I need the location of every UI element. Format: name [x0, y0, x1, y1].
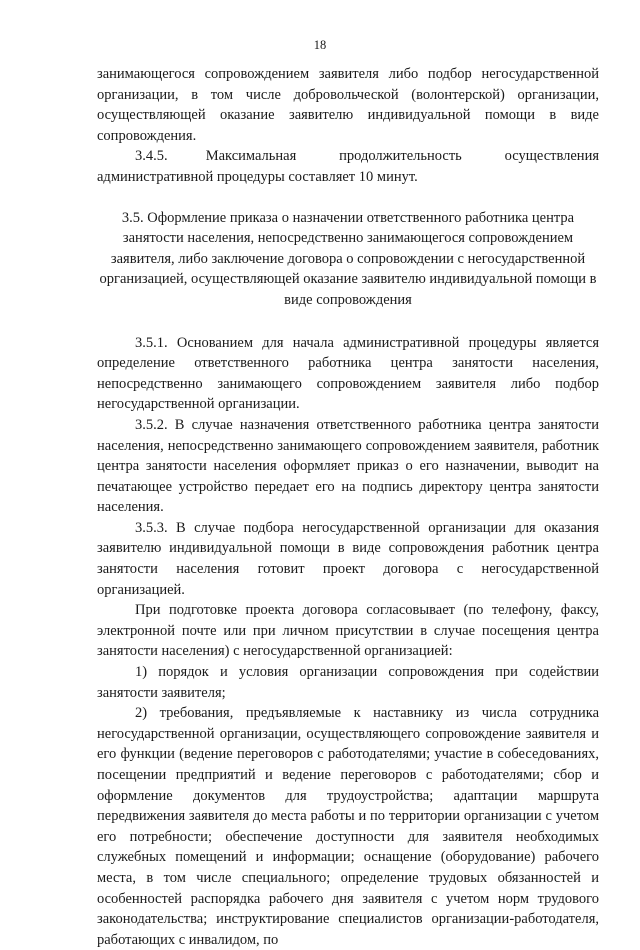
paragraph-3-5-2: 3.5.2. В случае назначения ответственного работника центра занятости населения, непосредственно занимающего сопровождением заявителя, работник центра занятости населения оформляет приказ о его назначении, выводит на печатающее устройство передает его на подпись директору центра занятости населения.: [97, 416, 599, 516]
document-body: [97, 64, 599, 950]
paragraph-3-5-3: 3.5.3. В случае подбора негосударственной организации для оказания заявителю индивидуальной помощи в виде сопровождения работник центра занятости населения готовит проект договора с негосударственной организацией.: [97, 519, 599, 598]
section-heading-3-5: 3.5. Оформление приказа о назначении ответственного работника центра занятости населения, непосредственно занимающегося сопровождением заявителя, либо заключение договора о сопровождении с негосударственной организацией, осуществляющей оказание заявителю индивидуальной помощи в виде сопровождения: [99, 209, 597, 308]
list-item-2: 2) требования, предъявляемые к наставнику из числа сотрудника негосударственной организации, осуществляющего сопровождение заявителя и его функции (ведение переговоров с работодателями; участие в собеседованиях, посещении предприятий и ведение переговоров с работодателями; сбор и оформление документов для трудоустройства; адаптации маршрута передвижения заявителя до места работы и по территории организации с учетом его потребности; обеспечение доступности для заявителя необходимых служебных помещений и информации; оснащение (оборудование) рабочего места, в том числе специального; определение трудовых обязанностей и особенностей распорядка рабочего дня заявителя с учетом норм трудового законодательства; инструктирование специалистов организации-работодателя, работающих с инвалидом, по: [97, 705, 599, 948]
paragraph-contract-preparation: При подготовке проекта договора согласовывает (по телефону, факсу, электронной почте или при личном присутствии в случае посещения центра занятости населения) с негосударственной организацией:: [97, 602, 599, 660]
page-number: 18: [313, 38, 327, 52]
paragraph-3-5-1: 3.5.1. Основанием для начала административной процедуры является определение ответственного работника центра занятости населения, непосредственно занимающего сопровождением заявителя либо подбор негосударственной организации.: [97, 334, 599, 413]
paragraph-continuation: занимающегося сопровождением заявителя либо подбор негосударственной организации, в том числе добровольческой (волонтерской) организации, осуществляющей оказание заявителю индивидуальной помощи в виде сопровождения.: [97, 66, 599, 144]
list-item-1: 1) порядок и условия организации сопровождения при содействии занятости заявителя;: [97, 664, 599, 701]
paragraph-3-4-5: 3.4.5. Максимальная продолжительность осуществления административной процедуры составляет 10 минут.: [97, 148, 599, 185]
